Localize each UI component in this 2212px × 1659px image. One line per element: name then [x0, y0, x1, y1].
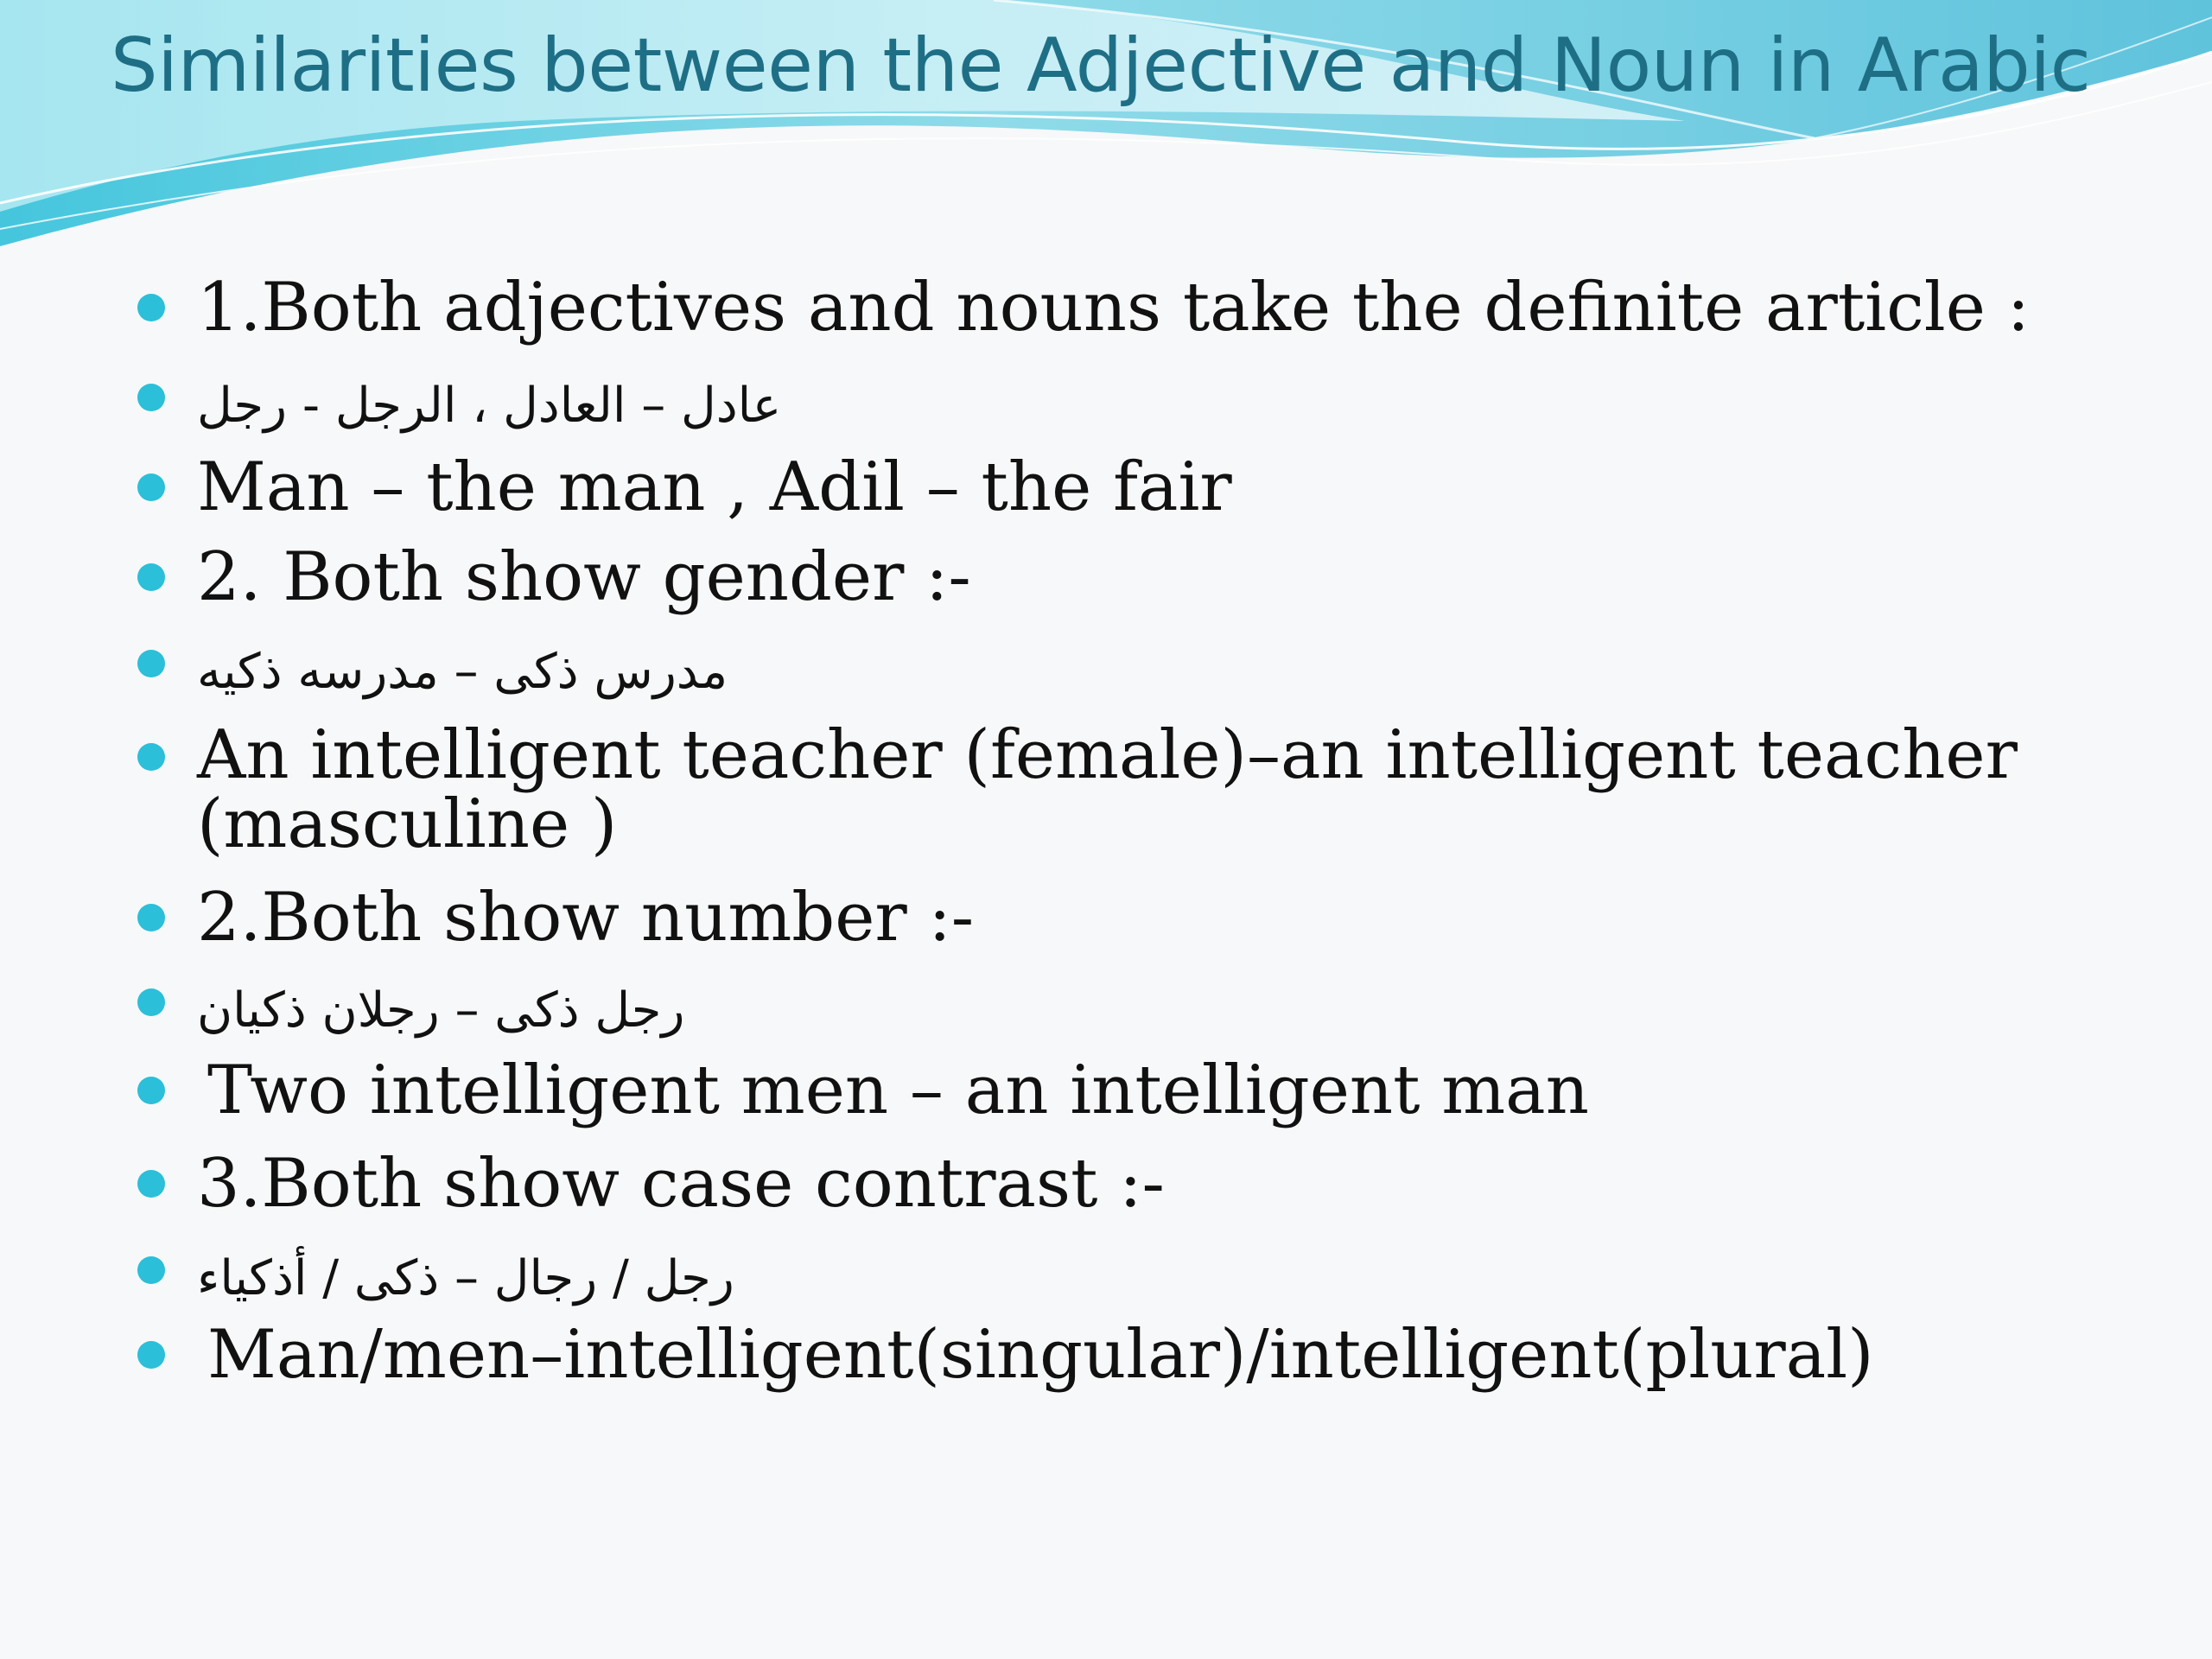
bullet-dot-icon	[137, 904, 165, 931]
bullet-text: Man/men–intelligent(singular)/intelligent(plural)	[207, 1316, 1874, 1394]
bullet-text: 2.Both show number :-	[197, 879, 975, 957]
bullet-dot-icon	[137, 743, 165, 771]
bullet-dot-icon	[137, 1256, 165, 1284]
bullet-dot-icon	[137, 384, 165, 411]
bullet-dot-icon	[137, 988, 165, 1016]
slide-title: Similarities between the Adjective and Noun in Arabic	[111, 22, 2091, 109]
bullet-text-arabic: عادل – العادل ، الرجل - رجل	[197, 378, 782, 434]
bullet-text: Two intelligent men – an intelligent man	[207, 1052, 1589, 1129]
bullet-dot-icon	[137, 294, 165, 321]
bullet-dot-icon	[137, 1077, 165, 1104]
bullet-text: 2. Both show gender :-	[197, 538, 971, 616]
bullet-text: 3.Both show case contrast :-	[197, 1145, 1165, 1223]
bullet-dot-icon	[137, 1341, 165, 1369]
bullet-text: 1.Both adjectives and nouns take the definite article :	[197, 269, 2030, 346]
bullet-text: Man – the man , Adil – the fair	[197, 448, 1232, 526]
bullet-text-arabic: رجل ذكى – رجلان ذكيان	[197, 982, 685, 1039]
bullet-dot-icon	[137, 650, 165, 677]
bullet-dot-icon	[137, 1170, 165, 1198]
bullet-dot-icon	[137, 563, 165, 591]
bullet-text-arabic: مدرس ذكى – مدرسه ذكيه	[197, 644, 728, 700]
bullet-text-arabic: رجل / رجال – ذكى / أذكياء	[197, 1250, 734, 1306]
bullet-text: An intelligent teacher (female)–an intelligent teacher (masculine )	[197, 716, 2018, 863]
bullet-dot-icon	[137, 474, 165, 501]
